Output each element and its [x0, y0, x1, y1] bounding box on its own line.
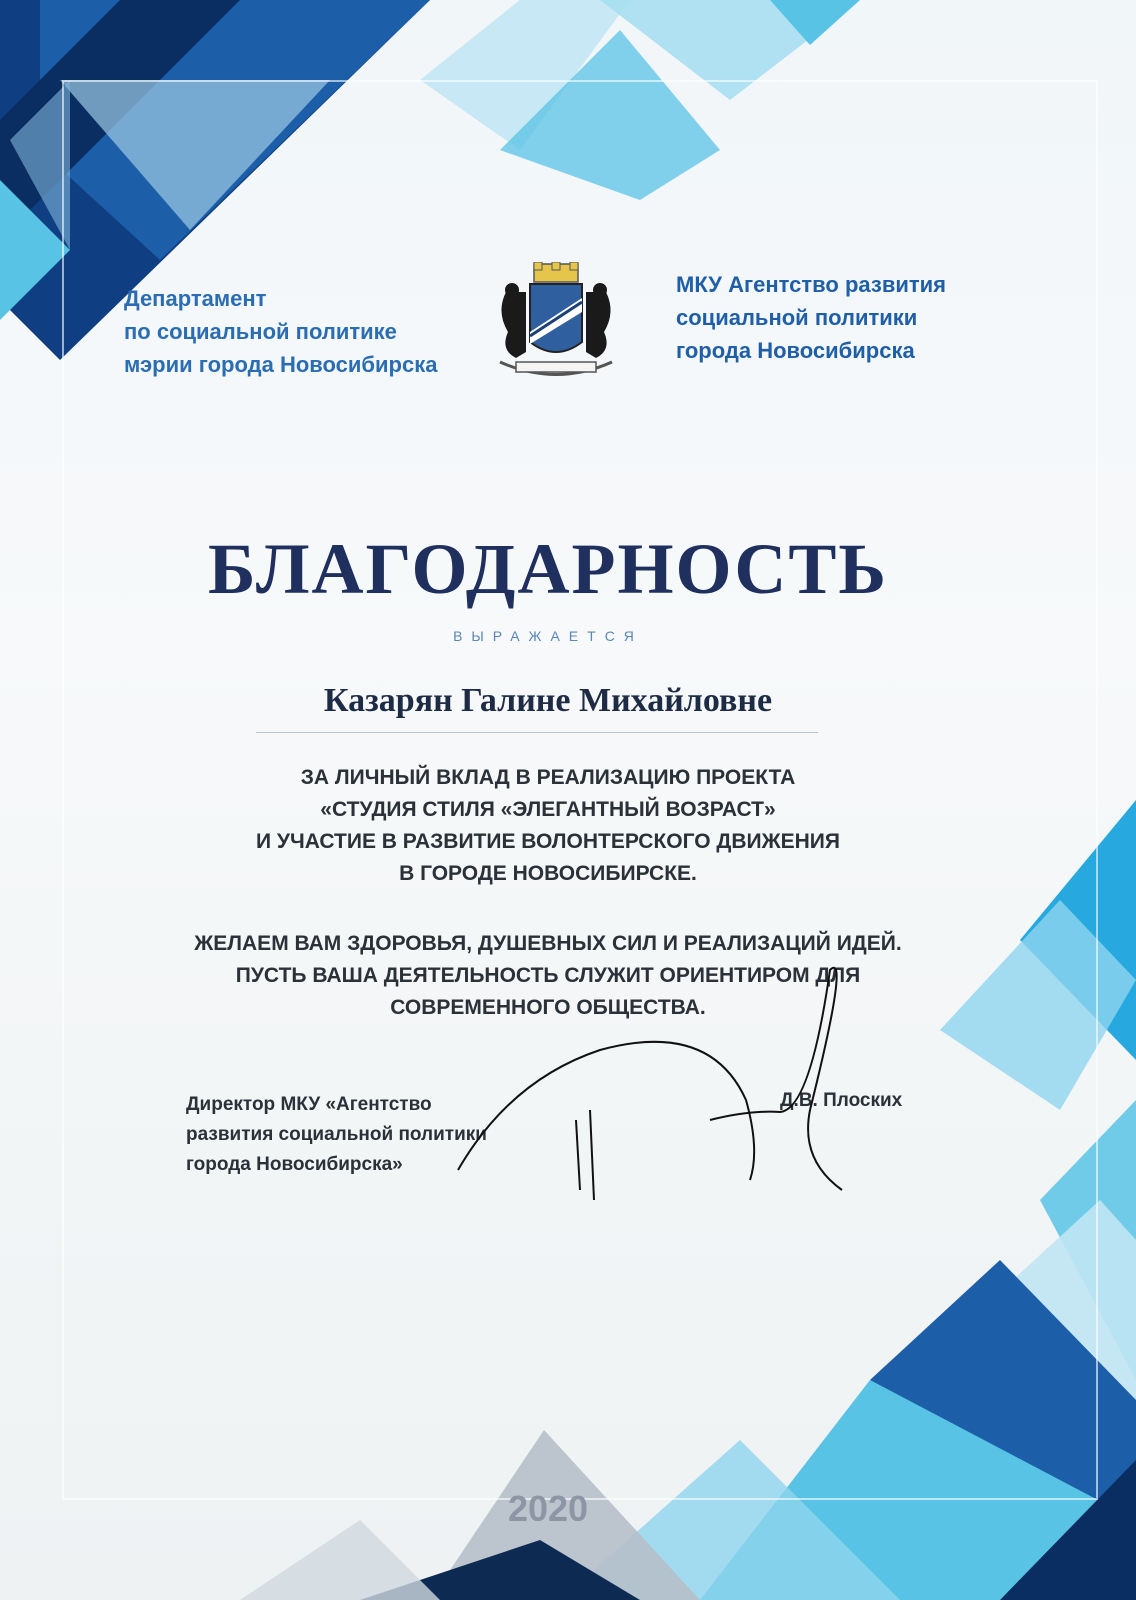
signatory-position-line: города Новосибирска»	[186, 1154, 403, 1175]
certificate-subtitle: ВЫРАЖАЕТСЯ	[453, 628, 643, 644]
recipient-name: Казарян Галине Михайловне	[323, 682, 773, 719]
recipient-underline	[256, 732, 818, 733]
issuer-agency-line: МКУ Агентство развития	[676, 272, 947, 297]
wishes-line: ЖЕЛАЕМ ВАМ ЗДОРОВЬЯ, ДУШЕВНЫХ СИЛ И РЕАЛИЗАЦИЙ ИДЕЙ.	[194, 932, 902, 955]
novosibirsk-coat-of-arms-icon	[486, 262, 626, 390]
signatory-position-line: Директор МКУ «Агентство	[186, 1094, 432, 1115]
issuer-agency-line: социальной политики	[676, 305, 918, 330]
signatory-position-line: развития социальной политики	[186, 1124, 487, 1145]
issuer-agency-line: города Новосибирска	[676, 338, 915, 363]
signatory-position	[186, 1090, 487, 1180]
issuer-department-line: Департамент	[124, 286, 267, 311]
issuer-department-line: по социальной политике	[124, 319, 397, 344]
issuer-department-line: мэрии города Новосибирска	[124, 352, 438, 377]
wishes-line: ПУСТЬ ВАША ДЕЯТЕЛЬНОСТЬ СЛУЖИТ ОРИЕНТИРОМ ДЛЯ	[235, 964, 861, 987]
signatory-name: Д.В. Плоских	[780, 1090, 903, 1111]
issue-year: 2020	[507, 1488, 589, 1529]
merit-line: ЗА ЛИЧНЫЙ ВКЛАД В РЕАЛИЗАЦИЮ ПРОЕКТА	[300, 766, 796, 789]
certificate-title: БЛАГОДАРНОСТЬ	[208, 529, 888, 609]
merit-line: И УЧАСТИЕ В РАЗВИТИЕ ВОЛОНТЕРСКОГО ДВИЖЕНИЯ	[256, 830, 840, 853]
merit-paragraph	[0, 762, 1096, 890]
merit-line: «СТУДИЯ СТИЛЯ «ЭЛЕГАНТНЫЙ ВОЗРАСТ»	[320, 798, 776, 821]
issuer-agency	[676, 268, 946, 367]
merit-line: В ГОРОДЕ НОВОСИБИРСКЕ.	[399, 862, 697, 885]
wishes-line: СОВРЕМЕННОГО ОБЩЕСТВА.	[390, 996, 706, 1019]
issuer-department	[124, 282, 437, 381]
handwritten-signature	[450, 960, 890, 1220]
